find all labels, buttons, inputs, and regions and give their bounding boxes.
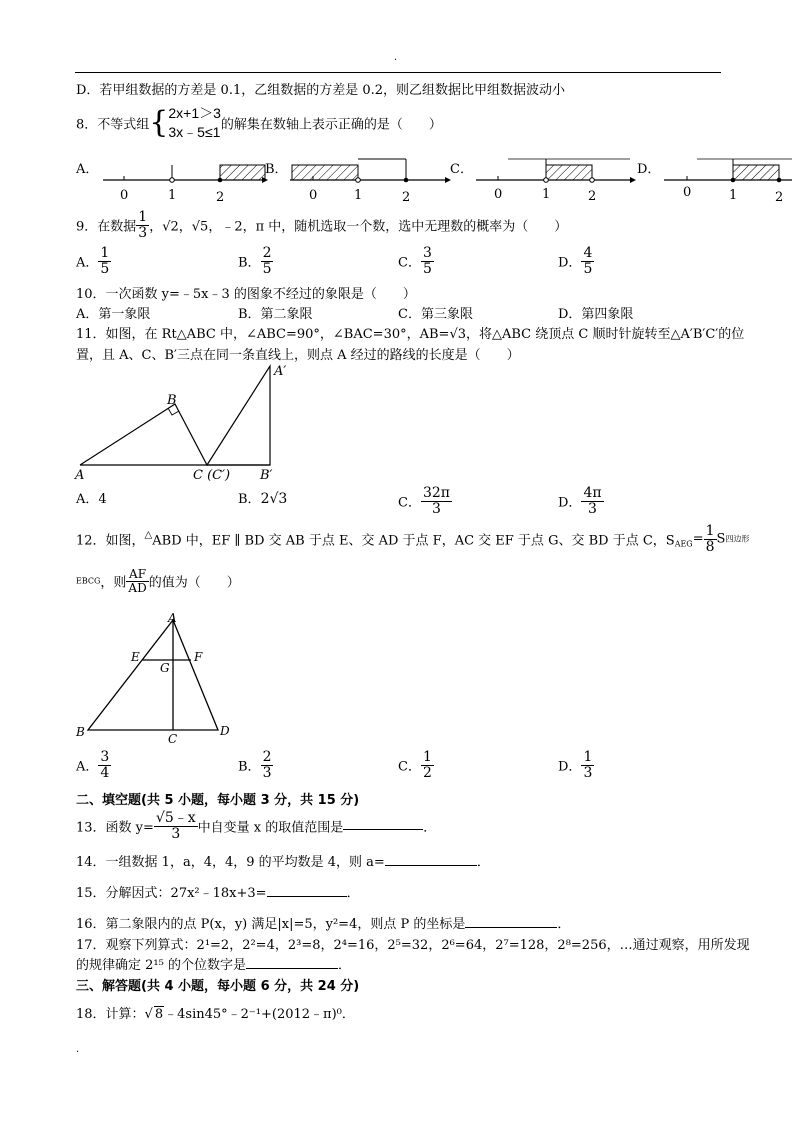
q11-option-a: A．4 [76, 492, 107, 507]
q8-tick: 0 [309, 188, 318, 203]
q11-line2: 置，且 A、C、B′三点在同一条直线上，则点 A 经过的路线的长度是（ ） [76, 348, 520, 363]
answer-blank[interactable] [465, 927, 557, 928]
frac-num: 3 [100, 749, 110, 765]
option-fraction [421, 246, 434, 276]
q11-option-d [558, 486, 604, 516]
answer-blank[interactable] [343, 829, 423, 830]
q12-eighth [704, 524, 717, 554]
q10-option-d: D．第四象限 [558, 307, 634, 322]
q14 [76, 851, 490, 870]
answer-blank[interactable] [267, 896, 347, 897]
q9-option-a [76, 246, 111, 276]
frac-den: AD [128, 580, 147, 595]
brace-symbol: { [149, 105, 169, 140]
q8-tick: 2 [775, 190, 784, 205]
option-label: A． [76, 255, 99, 271]
frac-num: 32π [422, 485, 450, 501]
frac-den: 3 [171, 825, 181, 842]
option-label: C． [398, 759, 421, 775]
q8-axis-a [103, 165, 268, 183]
q11-label-ap: A′ [274, 364, 287, 379]
q8-stem [76, 104, 442, 142]
frac-num: 3 [422, 245, 432, 261]
q12-label-e: E [131, 650, 140, 664]
option-value: 2√3 [260, 491, 288, 507]
q15 [76, 882, 360, 901]
option-fraction [581, 486, 603, 516]
answer-blank[interactable] [385, 865, 477, 866]
q13 [76, 811, 436, 841]
option-label: B． [238, 492, 261, 507]
q12-label-c: C [168, 732, 178, 746]
frac-den: 3 [432, 500, 441, 517]
q8-axis-b [290, 159, 451, 183]
q12-label-b: B [76, 725, 85, 739]
q12-option-b [238, 750, 273, 780]
q11-option-b [238, 488, 287, 507]
q11-label-b: B [167, 393, 177, 408]
section-2-heading: 二、填空题(共 5 小题，每小题 3 分，共 15 分) [76, 793, 360, 808]
header-rule [75, 72, 721, 73]
q8-label-c: C． [450, 162, 473, 177]
frac-num: 4π [583, 485, 602, 501]
q12-s2: S [716, 531, 726, 547]
q13-suffix: 中自变量 x 的取值范围是 [197, 820, 344, 836]
q11-option-c [398, 486, 452, 516]
q12-label-g: G [160, 661, 170, 675]
q9-rest: ，√2，√5，﹣2，π 中，随机选取一个数，选中无理数的概率为（ ） [149, 219, 568, 235]
q13-fraction [154, 811, 198, 841]
q8-tick: 1 [542, 187, 551, 202]
q11-label-bp: B′ [260, 468, 273, 483]
q8-axis-d [664, 159, 792, 182]
q12-sub-aeg: AEG [674, 539, 693, 549]
option-fraction [261, 246, 274, 276]
option-fraction [98, 750, 111, 780]
q15-end: ． [346, 886, 360, 901]
q8-tick: 2 [216, 190, 225, 205]
option-label: B． [238, 255, 261, 271]
q11-label-c: C (C′) [193, 468, 231, 483]
q13-prefix: 13．函数 y= [76, 820, 154, 836]
q8-tick: 1 [168, 188, 177, 203]
frac-den: 4 [100, 764, 110, 781]
option-fraction [421, 750, 434, 780]
q18-rest: ﹣4sin45°﹣2⁻¹+(2012﹣π)⁰． [164, 1007, 355, 1022]
q17-line2 [76, 954, 351, 973]
q10-option-c: C．第三象限 [398, 307, 473, 322]
option-label: C． [398, 495, 421, 511]
q17-line1: 17．观察下列算式：2¹=2，2²=4，2³=8，2⁴=16，2⁵=32，2⁶=64，2⁷=128，2⁸=256，…通过观察，用所发现 [76, 938, 750, 953]
q12-af-ad [126, 568, 148, 594]
frac-num: √5﹣x [155, 810, 196, 826]
option-fraction [98, 246, 111, 276]
q9-prefix: 9．在数据 [76, 219, 137, 235]
frac-num: 1 [583, 749, 593, 765]
option-label: B． [238, 759, 261, 775]
q8-suffix: 的解集在数轴上表示正确的是（ ） [220, 117, 442, 133]
frac-num: 1 [422, 749, 432, 765]
q17-text: 的规律确定 2¹⁵ 的个位数字是 [76, 958, 246, 973]
q12-label-d: D [220, 724, 230, 738]
q8-tick: 0 [683, 185, 692, 200]
frac-num: 2 [262, 245, 272, 261]
frac-den: 5 [100, 260, 110, 277]
frac-den: 2 [422, 764, 432, 781]
q12-label-a: A [168, 611, 177, 625]
q8-system [168, 104, 221, 142]
q7-option-d: D．若甲组数据的方差是 0.1，乙组数据的方差是 0.2，则乙组数据比甲组数据波动小 [76, 83, 566, 98]
q18 [76, 1003, 355, 1022]
bottom-dot: . [76, 1044, 80, 1055]
q11-label-a: A [75, 468, 85, 483]
q14-end: ． [476, 855, 490, 870]
q17-end: ． [337, 958, 351, 973]
frac-den: 5 [422, 260, 432, 277]
frac-num: 2 [262, 749, 272, 765]
frac-den: 3 [588, 500, 597, 517]
q8-prefix: 8．不等式组 [76, 117, 150, 133]
q8-tick: 0 [494, 187, 503, 202]
q8-line1: 2x+1＞3 [168, 105, 221, 121]
option-fraction [421, 486, 452, 516]
q12-line2 [76, 568, 240, 594]
q16-text: 16．第二象限内的点 P(x，y) 满足|x|=5，y²=4，则点 P 的坐标是 [76, 917, 466, 932]
option-fraction [581, 246, 594, 276]
frac-num: 4 [583, 245, 593, 261]
q9-option-d [558, 246, 594, 276]
q10-option-a: A．第一象限 [76, 307, 151, 322]
q8-label-b: B． [265, 162, 288, 177]
q16-end: ． [557, 917, 571, 932]
q12-label-f: F [194, 650, 203, 664]
q18-prefix: 18．计算： [76, 1007, 145, 1022]
equals-sign: = [692, 531, 704, 547]
q12-sub-quad: 四边形 [725, 534, 750, 544]
triangle-symbol: △ [144, 529, 153, 541]
option-fraction [261, 750, 274, 780]
frac-den: 3 [583, 764, 593, 781]
frac-den: 5 [262, 260, 272, 277]
answer-blank[interactable] [246, 968, 338, 969]
q14-text: 14．一组数据 1，a，4，4，9 的平均数是 4，则 a= [76, 855, 385, 870]
option-fraction [581, 750, 594, 780]
q8-axis-c [476, 159, 636, 183]
option-label: C． [398, 255, 421, 271]
q8-line2: 3x﹣5≤1 [168, 124, 221, 140]
q13-end: ． [423, 820, 437, 836]
q12-option-c [398, 750, 434, 780]
q8-tick: 1 [354, 188, 363, 203]
q16 [76, 913, 570, 932]
q12-text-d: 的值为（ ） [148, 575, 240, 591]
option-label: D． [558, 495, 582, 511]
frac-den: 3 [262, 764, 272, 781]
top-dot: . [394, 52, 398, 63]
option-label: A． [76, 759, 99, 775]
section-3-heading: 三、解答题(共 4 小题，每小题 6 分，共 24 分) [76, 979, 360, 994]
q12-line1 [76, 524, 749, 554]
q9-fraction [136, 210, 149, 240]
q11-line1: 11．如图，在 Rt△ABC 中，∠ABC=90°，∠BAC=30°，AB=√3，将△ABC 绕顶点 C 顺时针旋转至△A′B′C′的位 [76, 327, 745, 342]
frac-den: 5 [583, 260, 593, 277]
option-label: D． [558, 255, 582, 271]
sqrt-symbol: √ [144, 1007, 153, 1022]
option-label: D． [558, 759, 582, 775]
q9-stem [76, 210, 567, 240]
q8-label-a: A． [76, 162, 99, 177]
q18-radicand: 8 [154, 1007, 164, 1022]
frac-num: 1 [705, 523, 715, 539]
q9-den: 3 [138, 224, 148, 241]
q9-option-c [398, 246, 434, 276]
frac-num: 1 [100, 245, 110, 261]
q8-tick: 1 [729, 188, 738, 203]
q8-tick: 2 [402, 190, 411, 205]
q9-num: 1 [138, 209, 148, 225]
q10-stem: 10．一次函数 y=﹣5x﹣3 的图象不经过的象限是（ ） [76, 287, 416, 302]
q12-option-d [558, 750, 594, 780]
q8-tick: 0 [120, 188, 129, 203]
frac-num: AF [126, 568, 148, 582]
q15-text: 15．分解因式：27x²﹣18x+3= [76, 886, 267, 901]
q8-tick: 2 [588, 189, 597, 204]
q12-sub-ebcg: EBCG [76, 576, 101, 586]
q12-text-c: ，则 [100, 575, 127, 591]
q9-option-b [238, 246, 273, 276]
q11-figure [70, 360, 300, 485]
q12-option-a [76, 750, 111, 780]
q8-label-d: D． [637, 162, 661, 177]
q12-text-b: ABD 中，EF ∥ BD 交 AB 于点 E、交 AD 于点 F，AC 交 EF 于点 G、交 BD 于点 C，S [152, 533, 675, 549]
frac-den: 8 [705, 538, 715, 555]
q10-option-b: B．第二象限 [238, 307, 313, 322]
q12-figure [80, 610, 240, 745]
q12-text-a: 12．如图， [76, 533, 145, 549]
